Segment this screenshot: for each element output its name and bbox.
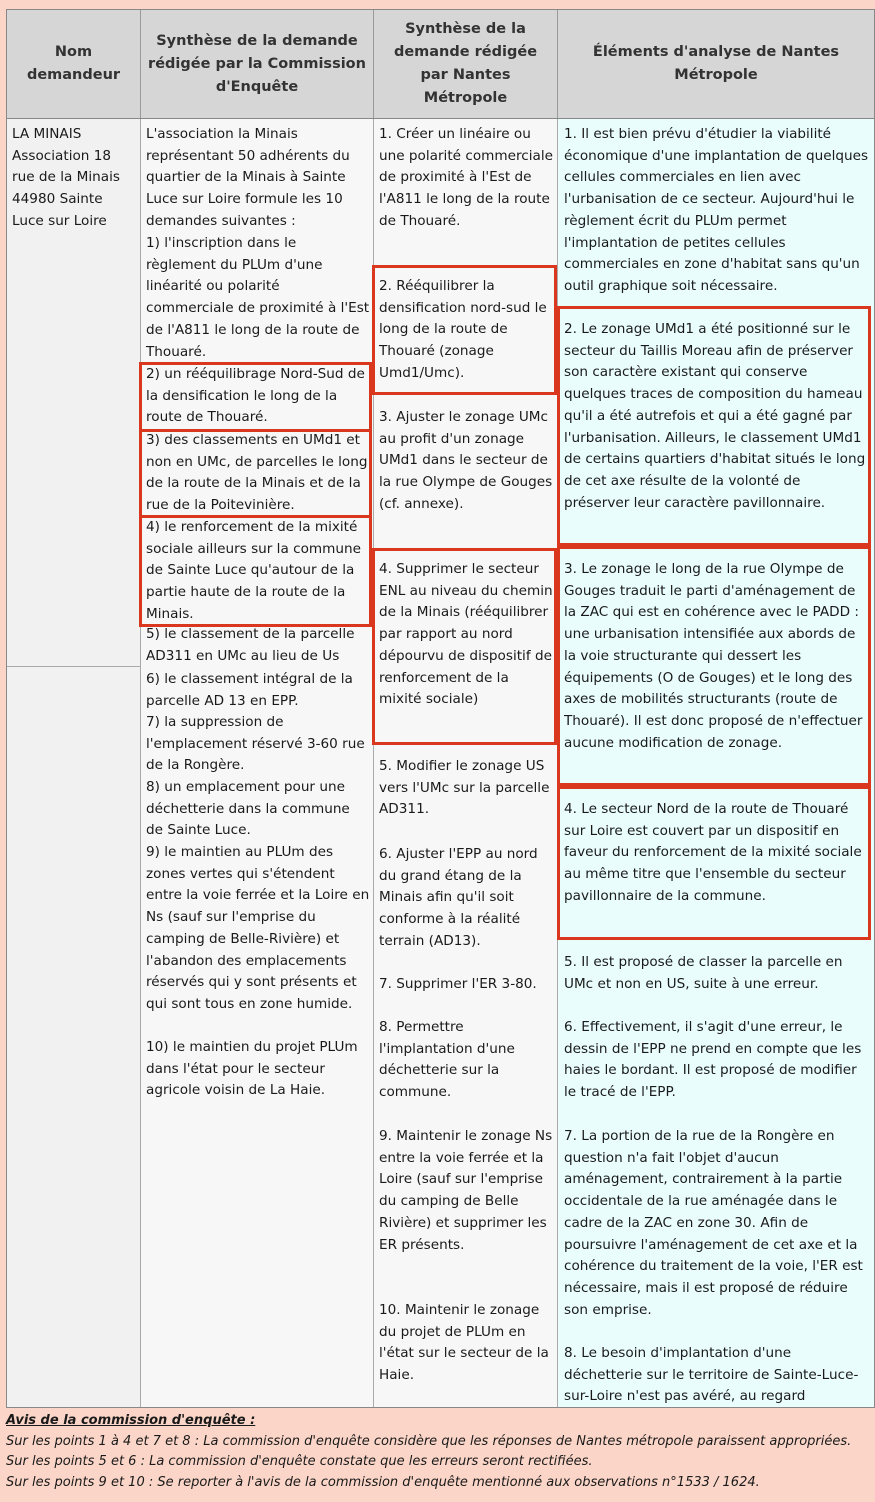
avis-commission	[0, 1408, 875, 1502]
highlight-analyse-point-2	[557, 306, 871, 546]
commission-point-9: 9) le maintien au PLUm des zones vertes qui s'étendent entre la voie ferrée et la Loire en Ns (sauf sur l'emprise du camping de Belle-Rivière) et l'abandon des emplacements réservés qui y sont présents et qui sont tous en zone humide.	[146, 844, 370, 1012]
commission-point-7: 7) la suppression de l'emplacement réservé 3-60 rue de la Rongère.	[146, 714, 365, 774]
header-elements-analyse: Éléments d'analyse de Nantes Métropole	[592, 44, 840, 83]
avis-line-2: Sur les points 5 et 6 : La commission d'enquête constate que les erreurs seront rectifiées.	[6, 1454, 593, 1469]
metropole-point-3: 3. Ajuster le zonage UMc au profit d'un zonage UMd1 dans le secteur de la rue Olympe de Gouges (cf. annexe).	[379, 409, 553, 512]
analyse-point-4: 4. Le secteur Nord de la route de Thouaré sur Loire est couvert par un dispositif en faveur du renforcement de la mixité sociale au même titre que l'ensemble du secteur pavillonnaire de la commune.	[564, 801, 862, 904]
metropole-point-9: 9. Maintenir le zonage Ns entre la voie ferrée et la Loire (sauf sur l'emprise du camping de Belle Rivière) et supprimer les ER présents.	[379, 1128, 553, 1253]
commission-intro: L'association la Minais représentant 50 adhérents du quartier de la Minais à Sainte Luce sur Loire formule les 10 demandes suivantes :	[146, 126, 350, 229]
metropole-point-7: 7. Supprimer l'ER 3-80.	[379, 976, 537, 992]
header-synthese-commission: Synthèse de la demande rédigée par la Commission d'Enquête	[141, 10, 374, 118]
commission-point-2: 2) un rééquilibrage Nord-Sud de la densification le long de la route de Thouaré.	[146, 366, 365, 426]
commission-point-8: 8) un emplacement pour une déchetterie dans la commune de Sainte Luce.	[146, 779, 350, 839]
analyse-point-1: 1. Il est bien prévu d'étudier la viabilité économique d'une implantation de quelques cellules commerciales en lien avec l'urbanisation de ce secteur. Aujourd'hui le règlement écrit du PLUm permet l'implantation de petites cellules commerciales en zone d'habitat sans qu'un outil graphique soit nécessaire.	[564, 126, 869, 294]
metropole-point-1: 1. Créer un linéaire ou une polarité commerciale de proximité à l'Est de l'A811 le long de la route de Thouaré.	[379, 126, 553, 229]
analyse-point-8: 8. Le besoin d'implantation d'une déchetterie sur le territoire de Sainte-Luce-sur-Loire n'est pas avéré, au regard	[564, 1345, 859, 1405]
metropole-point-6: 6. Ajuster l'EPP au nord du grand étang de la Minais afin qu'il soit conforme à la réalité terrain (AD13).	[379, 846, 538, 949]
metropole-point-10: 10. Maintenir le zonage du projet de PLUm en l'état sur le secteur de la Haie.	[379, 1302, 549, 1384]
metropole-point-4: 4. Supprimer le secteur ENL au niveau du chemin de la Minais (rééquilibrer par rapport au nord dépourvu de dispositif de renforcement de la mixité sociale)	[379, 561, 553, 708]
commission-point-5: 5) le classement de la parcelle AD311 en UMc au lieu de Us	[146, 626, 355, 664]
highlight-commission-point-2	[139, 362, 372, 432]
metropole-point-8: 8. Permettre l'implantation d'une déchetterie sur la commune.	[379, 1019, 515, 1101]
demandeur-address: LA MINAIS Association 18 rue de la Minais 44980 Sainte Luce sur Loire	[12, 126, 120, 229]
commission-point-1: 1) l'inscription dans le règlement du PLUm d'une linéarité ou polarité commerciale de proximité à l'Est de l'A811 le long de la route de Thouaré.	[146, 235, 370, 360]
avis-title: Avis de la commission d'enquête :	[6, 1413, 256, 1428]
row-divider	[7, 666, 141, 667]
highlight-analyse-point-4	[557, 786, 871, 940]
commission-point-6: 6) le classement intégral de la parcelle AD 13 en EPP.	[146, 671, 353, 709]
highlight-metropole-point-4	[372, 548, 557, 745]
column-commission	[141, 119, 374, 1408]
commission-point-10: 10) le maintien du projet PLUm dans l'état pour le secteur agricole voisin de La Haie.	[146, 1039, 358, 1099]
highlight-commission-point-3	[139, 429, 372, 518]
highlight-commission-point-4	[139, 515, 372, 627]
metropole-point-2: 2. Rééquilibrer la densification nord-sud le long de la route de Thouaré (zonage Umd1/Umc).	[379, 278, 547, 381]
analyse-point-5: 5. Il est proposé de classer la parcelle en UMc et non en US, suite à une erreur.	[564, 954, 843, 992]
analyse-point-2: 2. Le zonage UMd1 a été positionné sur le secteur du Taillis Moreau afin de préserver son caractère existant qui conserve quelques traces de composition du hameau qu'il a été autrefois et qui a été gagné par l'urbanisation. Ailleurs, le classement UMd1 de certains quartiers d'habitat situés le long de cet axe résulte de la volonté de préserver leur caractère pavillonnaire.	[564, 321, 866, 511]
analyse-point-7: 7. La portion de la rue de la Rongère en question n'a fait l'objet d'aucun aménagement, contrairement à la partie occidentale de la rue aménagée dans le cadre de la ZAC en zone 30. Afin de poursuivre l'aménagement de cet axe et la cohérence du traitement de la voie, l'ER est nécessaire, mais il est proposé de réduire son emprise.	[564, 1128, 863, 1318]
header-synthese-metropole: Synthèse de la demande rédigée par Nantes Métropole	[374, 10, 558, 118]
highlight-analyse-point-3	[557, 546, 871, 786]
header-nom-demandeur: Nom demandeur	[7, 10, 141, 118]
table-header	[6, 9, 875, 119]
analyse-point-3: 3. Le zonage le long de la rue Olympe de Gouges traduit le parti d'aménagement de la ZAC qui est en cohérence avec le PADD : une urbanisation intensifiée aux abords de la voie structurante qui dessert les équipements (O de Gouges) et le long des axes de mobilités structurants (route de Thouaré). Il est donc proposé de n'effectuer aucune modification de zonage.	[564, 561, 863, 751]
commission-point-3: 3) des classements en UMd1 et non en UMc, de parcelles le long de la route de la Minais et de la rue de la Poitevinière.	[146, 432, 368, 514]
metropole-point-5: 5. Modifier le zonage US vers l'UMc sur la parcelle AD311.	[379, 758, 550, 818]
avis-line-1: Sur les points 1 à 4 et 7 et 8 : La commission d'enquête considère que les réponses de Nantes métropole paraissent appropriées.	[6, 1433, 852, 1449]
commission-point-4: 4) le renforcement de la mixité sociale ailleurs sur la commune de Sainte Luce qu'autour de la partie haute de la route de la Minais.	[146, 519, 361, 622]
highlight-metropole-point-2	[372, 265, 557, 395]
avis-line-3: Sur les points 9 et 10 : Se reporter à l'avis de la commission d'enquête mentionné aux observations n°1533 / 1624.	[6, 1474, 760, 1490]
analyse-point-6: 6. Effectivement, il s'agit d'une erreur, le dessin de l'EPP ne prend en compte que les haies le bordant. Il est proposé de modifier le tracé de l'EPP.	[564, 1019, 862, 1101]
column-demandeur	[7, 119, 141, 1408]
